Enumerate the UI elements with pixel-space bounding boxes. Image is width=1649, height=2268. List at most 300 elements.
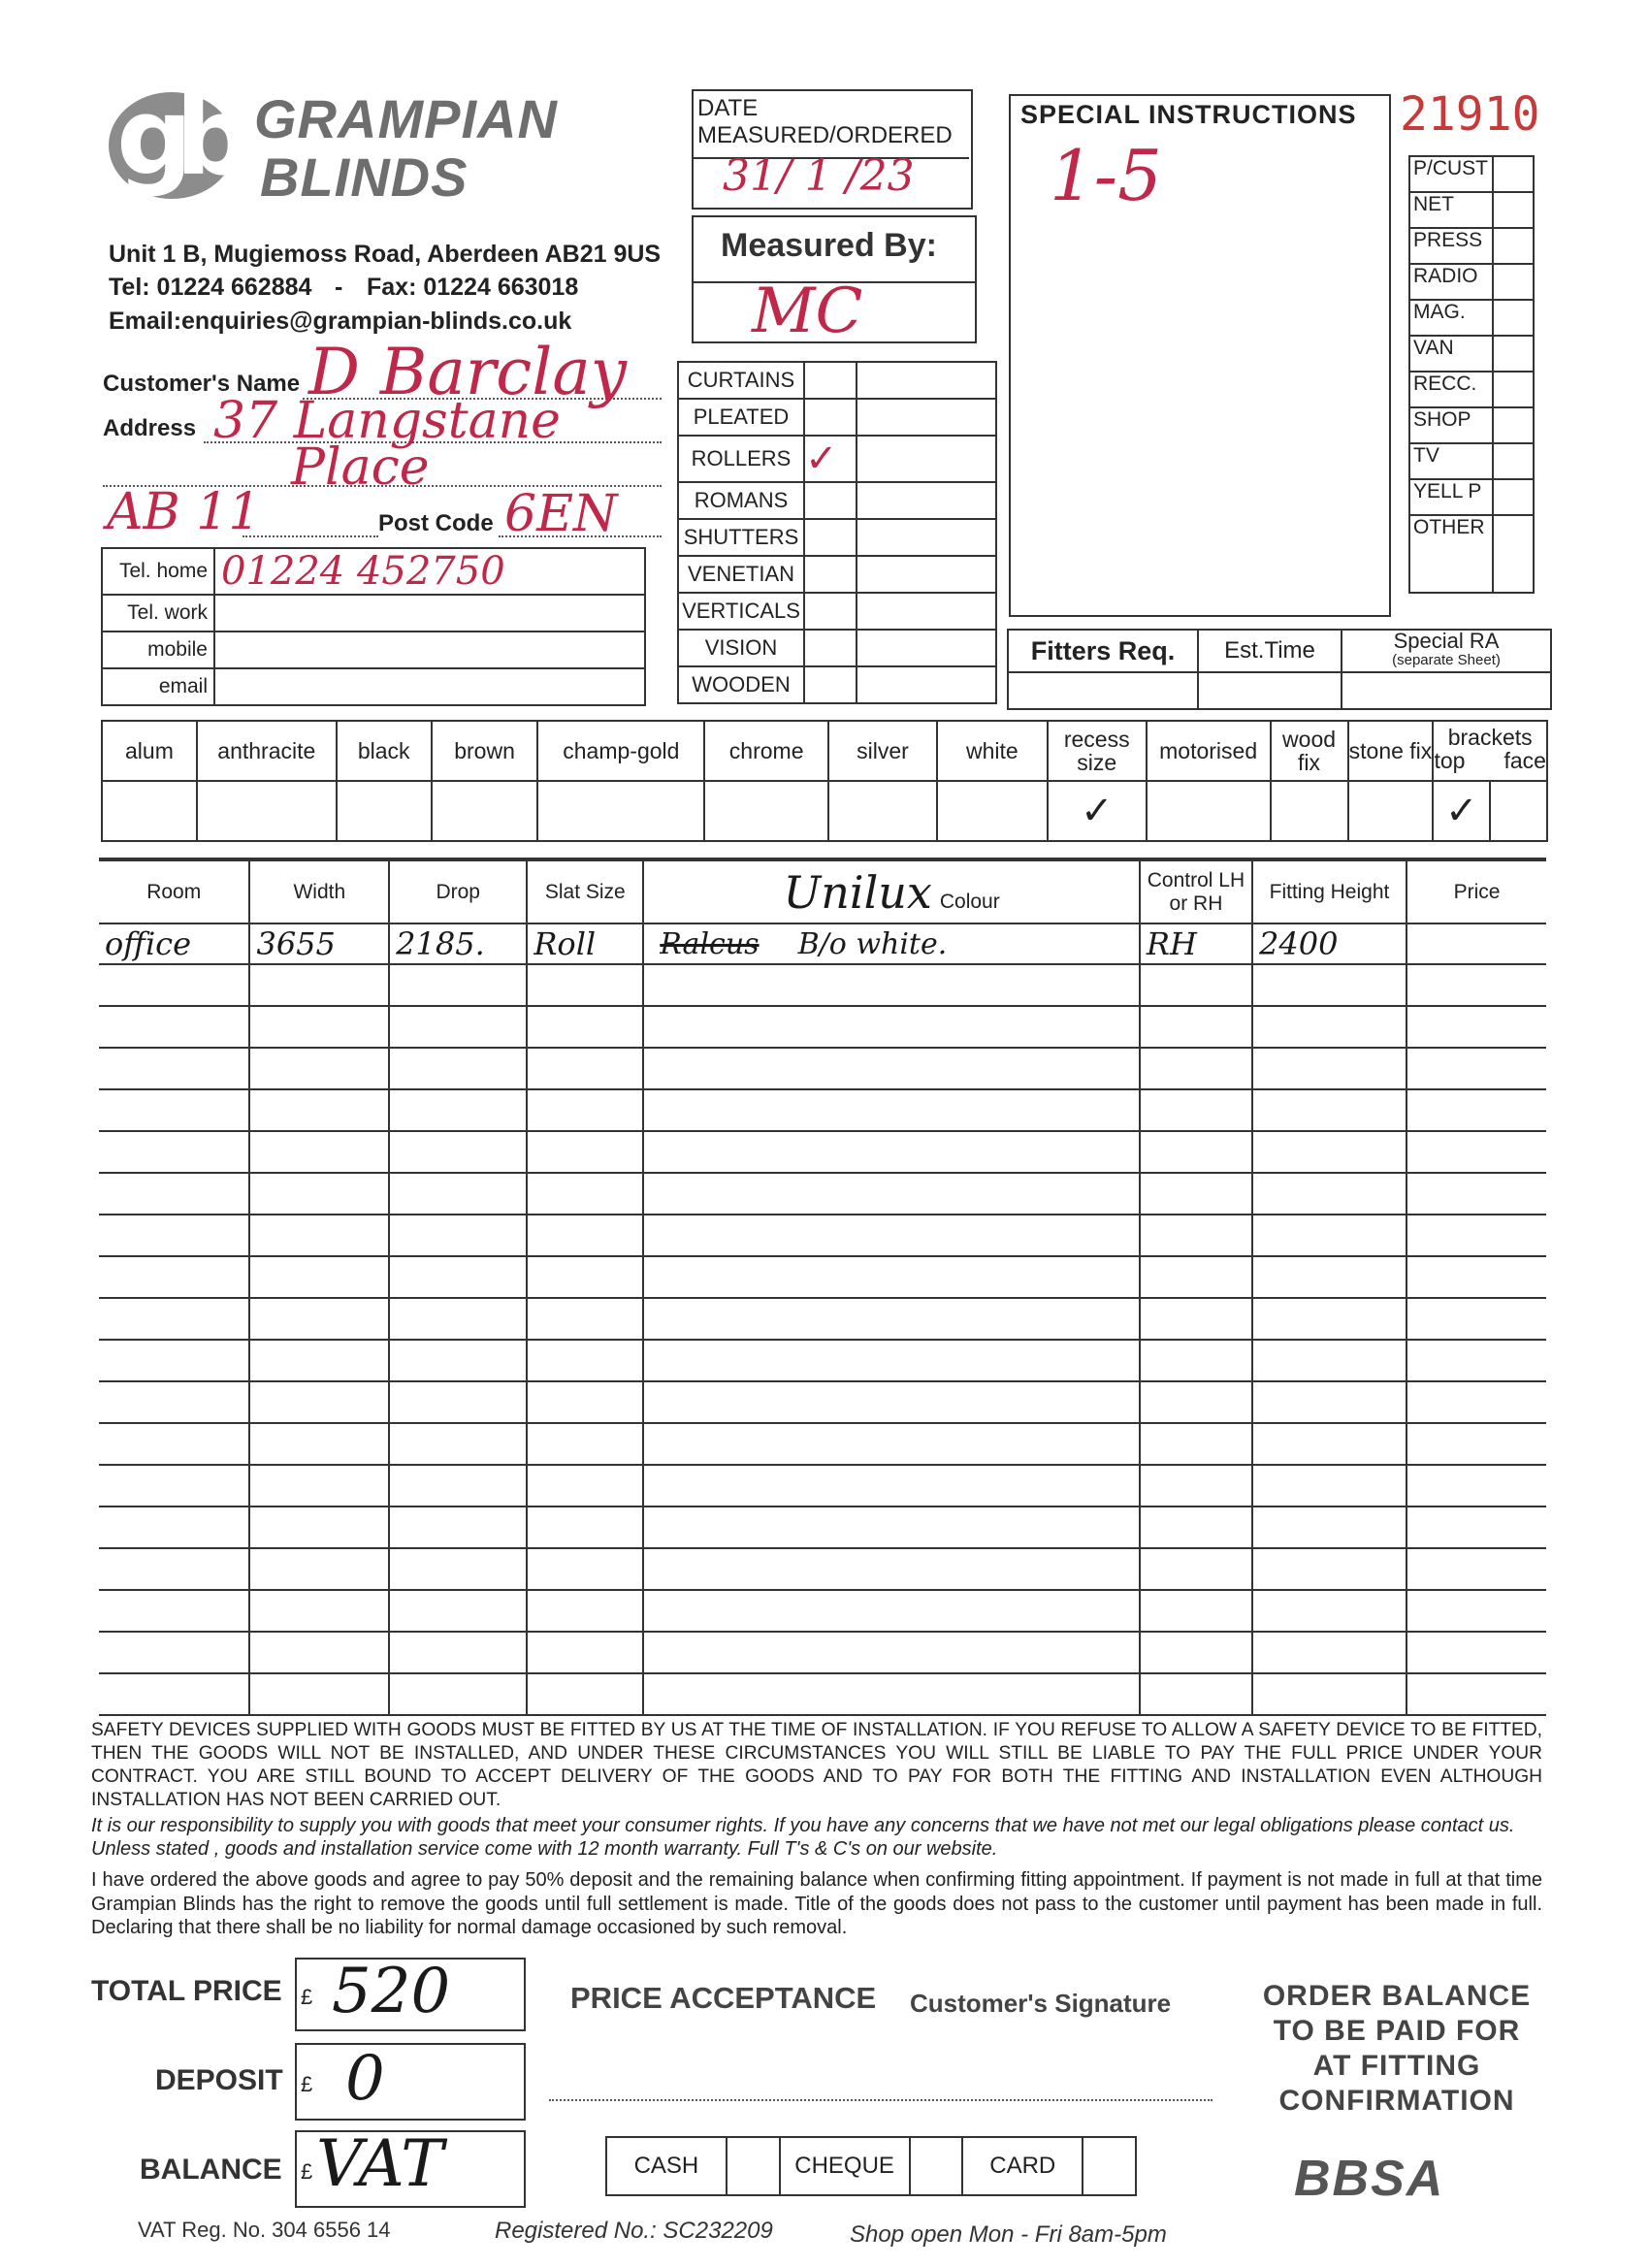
order-cell-drop[interactable] (389, 1507, 527, 1548)
order-cell-colour[interactable] (643, 923, 1140, 964)
order-cell-colour[interactable] (643, 1131, 1140, 1173)
option-label: stone fix (1348, 737, 1433, 763)
order-cell-slat[interactable] (527, 1590, 643, 1632)
terms-safety: SAFETY DEVICES SUPPLIED WITH GOODS MUST BE FITTED BY US AT THE TIME OF INSTALLATION. IF YOU REFUSE TO ALLOW A SAFETY DEVICE TO BE FITTED, THEN THE GOODS WILL NOT BE INSTALLED, AND UNDER THESE CIRCUMSTANCES YOU WILL STILL BE LIABLE TO PAY THE FULL PRICE UNDER YOUR CONTRACT. YOU ARE STILL BOUND TO ACCEPT DELIVERY OF THE GOODS AND TO PAY FOR BOTH THE FITTING AND INSTALLATION EVEN ALTHOUGH INSTALLATION HAS NOT BEEN CARRIED OUT. (91, 1720, 1542, 1810)
order-cell-colour[interactable] (643, 964, 1140, 1006)
order-cell-width[interactable] (249, 1006, 389, 1048)
product-label: VERTICALS (682, 599, 800, 623)
order-cell-control[interactable] (1140, 1673, 1252, 1715)
option-checkbox[interactable] (1271, 781, 1348, 841)
special-instructions-label: SPECIAL INSTRUCTIONS (1020, 100, 1357, 129)
order-cell-width[interactable] (249, 1340, 389, 1381)
order-cell-room[interactable] (99, 923, 249, 964)
source-checkbox[interactable] (1493, 156, 1534, 192)
option-checkbox[interactable] (828, 781, 937, 841)
option-label: black (357, 737, 410, 763)
customer-address-3[interactable]: AB 11 (107, 483, 261, 541)
order-cell-drop[interactable] (389, 1215, 527, 1256)
product-notes[interactable] (857, 630, 996, 666)
product-label-cell (678, 666, 804, 703)
order-cell-width[interactable] (249, 1215, 389, 1256)
product-checkbox[interactable] (804, 630, 857, 666)
customer-address-2[interactable]: Place (291, 438, 430, 497)
order-cell-price[interactable] (1406, 1465, 1546, 1507)
product-notes[interactable] (857, 362, 996, 399)
order-cell-room[interactable] (99, 1298, 249, 1340)
date-label-1: DATE (697, 95, 759, 121)
options-table (101, 720, 1548, 842)
customer-address-1[interactable]: 37 Langstane (213, 392, 561, 450)
balance-box (295, 2126, 526, 2208)
order-cell-room[interactable] (99, 1131, 249, 1173)
product-checkbox[interactable] (804, 519, 857, 556)
product-label: VISION (704, 635, 778, 660)
order-cell-drop[interactable] (389, 1048, 527, 1089)
option-cell (197, 721, 337, 781)
order-cell-slat[interactable] (527, 1131, 643, 1173)
order-cell-drop[interactable] (389, 1173, 527, 1215)
order-cell-slat[interactable] (527, 1548, 643, 1590)
order-cell-room[interactable] (99, 1256, 249, 1298)
cell-slat[interactable]: Roll (534, 925, 597, 962)
order-header-cell (643, 859, 1140, 923)
product-label-cell (678, 556, 804, 593)
order-cell-slat[interactable] (527, 1632, 643, 1673)
balance-currency: £ (301, 2159, 313, 2184)
order-header-cell (1140, 859, 1252, 923)
order-cell-height[interactable] (1252, 1006, 1406, 1048)
source-checkbox[interactable] (1493, 228, 1534, 264)
option-cell (704, 721, 828, 781)
est-time-label: Est.Time (1224, 637, 1315, 664)
order-cell-colour[interactable] (643, 1215, 1140, 1256)
order-cell-height[interactable] (1252, 1340, 1406, 1381)
order-cell-height[interactable] (1252, 923, 1406, 964)
order-cell-slat[interactable] (527, 1006, 643, 1048)
special-ra-value[interactable] (1342, 672, 1551, 709)
order-cell-drop[interactable] (389, 1632, 527, 1673)
order-cell-colour[interactable] (643, 1298, 1140, 1340)
order-cell-colour[interactable] (643, 1507, 1140, 1548)
order-cell-colour[interactable] (643, 1423, 1140, 1465)
postcode-value[interactable]: 6EN (504, 485, 618, 543)
order-cell-drop[interactable] (389, 1465, 527, 1507)
product-label: VENETIAN (687, 562, 795, 586)
order-cell-control[interactable] (1140, 1215, 1252, 1256)
order-cell-drop[interactable] (389, 1423, 527, 1465)
source-label: RECC. (1413, 373, 1477, 395)
product-checkbox[interactable] (804, 556, 857, 593)
table-row (99, 1131, 1546, 1173)
order-cell-control[interactable] (1140, 1173, 1252, 1215)
order-cell-width[interactable] (249, 1048, 389, 1089)
source-checkbox[interactable] (1493, 407, 1534, 443)
order-cell-drop[interactable] (389, 1340, 527, 1381)
product-notes[interactable] (857, 482, 996, 519)
order-cell-height[interactable] (1252, 1131, 1406, 1173)
order-cell-slat[interactable] (527, 1340, 643, 1381)
order-cell-price[interactable] (1406, 1673, 1546, 1715)
order-cell-price[interactable] (1406, 964, 1546, 1006)
order-cell-slat[interactable] (527, 1298, 643, 1340)
order-cell-drop[interactable] (389, 1089, 527, 1131)
phone-value-cell[interactable] (214, 548, 645, 595)
order-cell-colour[interactable] (643, 1673, 1140, 1715)
order-header-label: Width (293, 880, 346, 903)
source-cell (1409, 192, 1493, 228)
product-notes[interactable] (857, 556, 996, 593)
order-cell-room[interactable] (99, 1548, 249, 1590)
order-cell-price[interactable] (1406, 1256, 1546, 1298)
checkmark-icon: ✓ (805, 437, 838, 480)
order-cell-price[interactable] (1406, 1048, 1546, 1089)
total-price-value[interactable]: 520 (332, 1956, 451, 2027)
phone-value-cell[interactable] (214, 632, 645, 668)
source-label: PRESS (1413, 229, 1483, 251)
order-cell-drop[interactable] (389, 1006, 527, 1048)
order-cell-drop[interactable] (389, 964, 527, 1006)
order-cell-slat[interactable] (527, 1673, 643, 1715)
phone-value-cell[interactable] (214, 668, 645, 705)
est-time-cell (1198, 630, 1342, 672)
order-cell-height[interactable] (1252, 1507, 1406, 1548)
order-cell-height[interactable] (1252, 1089, 1406, 1131)
order-cell-room[interactable] (99, 1215, 249, 1256)
order-cell-room[interactable] (99, 1381, 249, 1423)
option-checkbox[interactable] (1048, 781, 1147, 841)
order-cell-width[interactable] (249, 1673, 389, 1715)
order-cell-width[interactable] (249, 964, 389, 1006)
order-cell-colour[interactable] (643, 1465, 1140, 1507)
product-notes[interactable] (857, 519, 996, 556)
order-cell-control[interactable] (1140, 1590, 1252, 1632)
option-checkbox[interactable] (537, 781, 704, 841)
order-cell-colour[interactable] (643, 1048, 1140, 1089)
table-row (99, 1465, 1546, 1507)
product-checkbox[interactable] (804, 436, 857, 482)
bracket-face-checkbox[interactable] (1490, 781, 1547, 841)
order-cell-drop[interactable] (389, 1673, 527, 1715)
order-cell-room[interactable] (99, 1632, 249, 1673)
order-cell-price[interactable] (1406, 1340, 1546, 1381)
brand-handwritten[interactable]: Unilux (783, 865, 932, 919)
source-checkbox[interactable] (1493, 372, 1534, 407)
product-label: CURTAINS (687, 368, 795, 392)
order-cell-height[interactable] (1252, 1215, 1406, 1256)
phone-value[interactable]: 01224 452750 (221, 549, 505, 594)
order-balance-line-2: TO BE PAID FOR (1273, 2015, 1521, 2047)
order-cell-slat[interactable] (527, 1507, 643, 1548)
option-cell (937, 721, 1048, 781)
order-cell-width[interactable] (249, 1590, 389, 1632)
bbsa-logo: BBSA (1294, 2151, 1445, 2207)
order-cell-drop[interactable] (389, 923, 527, 964)
cell-room[interactable]: office (105, 925, 192, 962)
product-notes[interactable] (857, 436, 996, 482)
order-cell-control[interactable] (1140, 1048, 1252, 1089)
order-cell-control[interactable] (1140, 1507, 1252, 1548)
product-label: SHUTTERS (683, 525, 799, 549)
order-cell-colour[interactable] (643, 1381, 1140, 1423)
date-value[interactable]: 31/ 1 /23 (723, 151, 915, 201)
order-cell-control[interactable] (1140, 1298, 1252, 1340)
order-cell-height[interactable] (1252, 1381, 1406, 1423)
order-cell-room[interactable] (99, 1089, 249, 1131)
est-time-value[interactable] (1198, 672, 1342, 709)
source-checkbox[interactable] (1493, 300, 1534, 336)
order-cell-price[interactable] (1406, 1215, 1546, 1256)
order-cell-price[interactable] (1406, 1548, 1546, 1590)
product-row (678, 519, 996, 556)
order-cell-price[interactable] (1406, 1298, 1546, 1340)
phone-label-cell (102, 668, 214, 705)
order-cell-price[interactable] (1406, 1131, 1546, 1173)
order-cell-control[interactable] (1140, 1381, 1252, 1423)
cell-drop[interactable]: 2185. (396, 925, 485, 962)
total-price-label: TOTAL PRICE (91, 1975, 282, 2007)
balance-value[interactable]: VAT (316, 2126, 444, 2201)
option-label: white (965, 737, 1018, 763)
option-label: champ-gold (563, 737, 680, 763)
order-cell-room[interactable] (99, 1423, 249, 1465)
product-checkbox[interactable] (804, 666, 857, 703)
order-cell-control[interactable] (1140, 964, 1252, 1006)
source-row (1409, 515, 1534, 593)
option-cell (828, 721, 937, 781)
phone-table (101, 547, 646, 706)
product-label: WOODEN (692, 672, 791, 697)
option-checkbox[interactable] (432, 781, 538, 841)
order-cell-width[interactable] (249, 1632, 389, 1673)
order-cell-room[interactable] (99, 1465, 249, 1507)
order-cell-height[interactable] (1252, 964, 1406, 1006)
order-cell-width[interactable] (249, 1465, 389, 1507)
phone-row (102, 668, 645, 705)
order-cell-price[interactable] (1406, 1006, 1546, 1048)
cell-control[interactable]: RH (1146, 925, 1197, 962)
product-label-cell (678, 482, 804, 519)
order-cell-price[interactable] (1406, 1423, 1546, 1465)
order-cell-slat[interactable] (527, 1173, 643, 1215)
order-cell-slat[interactable] (527, 1381, 643, 1423)
special-ra-label: Special RA (1393, 629, 1500, 653)
source-cell (1409, 407, 1493, 443)
option-checkbox[interactable] (102, 781, 197, 841)
order-cell-height[interactable] (1252, 1590, 1406, 1632)
product-checkbox[interactable] (804, 593, 857, 630)
table-row (99, 1298, 1546, 1340)
order-cell-room[interactable] (99, 1006, 249, 1048)
product-checkbox[interactable] (804, 399, 857, 436)
payment-cheque-label: CHEQUE (794, 2153, 894, 2179)
cell-width[interactable]: 3655 (256, 925, 336, 962)
order-cell-height[interactable] (1252, 1465, 1406, 1507)
order-cell-room[interactable] (99, 1673, 249, 1715)
order-table (99, 858, 1546, 1716)
order-cell-drop[interactable] (389, 1381, 527, 1423)
product-row (678, 399, 996, 436)
order-cell-price[interactable] (1406, 923, 1546, 964)
order-header-cell (1252, 859, 1406, 923)
order-cell-height[interactable] (1252, 1632, 1406, 1673)
order-cell-width[interactable] (249, 1548, 389, 1590)
table-row (99, 1089, 1546, 1131)
special-instructions-value[interactable]: 1-5 (1050, 135, 1162, 216)
order-cell-slat[interactable] (527, 1215, 643, 1256)
order-cell-room[interactable] (99, 1173, 249, 1215)
order-cell-slat[interactable] (527, 964, 643, 1006)
product-label-cell (678, 362, 804, 399)
customer-name-value[interactable]: D Barclay (308, 335, 628, 409)
source-checkbox[interactable] (1493, 264, 1534, 300)
order-cell-height[interactable] (1252, 1298, 1406, 1340)
order-cell-price[interactable] (1406, 1632, 1546, 1673)
source-cell (1409, 264, 1493, 300)
order-cell-drop[interactable] (389, 1256, 527, 1298)
order-cell-width[interactable] (249, 1089, 389, 1131)
customer-address-label: Address (103, 415, 197, 441)
option-checkbox[interactable] (337, 781, 432, 841)
order-cell-height[interactable] (1252, 1256, 1406, 1298)
order-cell-colour[interactable] (643, 1006, 1140, 1048)
payment-cheque-check[interactable] (910, 2137, 963, 2195)
order-cell-slat[interactable] (527, 1423, 643, 1465)
fitters-value[interactable] (1008, 672, 1198, 709)
phone-value-cell[interactable] (214, 595, 645, 632)
order-cell-control[interactable] (1140, 1423, 1252, 1465)
order-cell-control[interactable] (1140, 1006, 1252, 1048)
colour-value[interactable]: B/o white. (797, 926, 948, 961)
order-cell-width[interactable] (249, 1423, 389, 1465)
order-cell-width[interactable] (249, 1256, 389, 1298)
order-cell-price[interactable] (1406, 1173, 1546, 1215)
order-cell-colour[interactable] (643, 1173, 1140, 1215)
payment-cash-check[interactable] (727, 2137, 780, 2195)
source-row (1409, 336, 1534, 372)
option-checkbox[interactable] (197, 781, 337, 841)
order-balance-line-3: AT FITTING (1312, 2050, 1481, 2082)
order-cell-drop[interactable] (389, 1548, 527, 1590)
source-row (1409, 264, 1534, 300)
order-cell-drop[interactable] (389, 1131, 527, 1173)
option-checkbox[interactable] (1348, 781, 1434, 841)
order-cell-control[interactable] (1140, 1548, 1252, 1590)
deposit-value[interactable]: 0 (345, 2043, 385, 2115)
option-checkbox[interactable] (1147, 781, 1271, 841)
order-cell-control[interactable] (1140, 1632, 1252, 1673)
order-cell-width[interactable] (249, 1298, 389, 1340)
option-checkbox[interactable] (704, 781, 828, 841)
order-cell-room[interactable] (99, 1590, 249, 1632)
product-row (678, 593, 996, 630)
order-cell-width[interactable] (249, 1131, 389, 1173)
order-cell-control[interactable] (1140, 923, 1252, 964)
table-row (99, 1381, 1546, 1423)
checkmark-icon: ✓ (1445, 790, 1478, 832)
order-cell-slat[interactable] (527, 923, 643, 964)
product-checkbox[interactable] (804, 362, 857, 399)
order-cell-height[interactable] (1252, 1548, 1406, 1590)
option-checkbox[interactable] (937, 781, 1048, 841)
product-label: ROLLERS (691, 446, 792, 470)
order-cell-width[interactable] (249, 1381, 389, 1423)
order-header-label: Room (146, 880, 202, 903)
order-cell-control[interactable] (1140, 1340, 1252, 1381)
order-cell-control[interactable] (1140, 1465, 1252, 1507)
order-cell-slat[interactable] (527, 1048, 643, 1089)
source-checkbox[interactable] (1493, 443, 1534, 479)
source-checkbox[interactable] (1493, 336, 1534, 372)
order-cell-drop[interactable] (389, 1590, 527, 1632)
measured-by-box (692, 215, 977, 347)
order-cell-control[interactable] (1140, 1131, 1252, 1173)
order-cell-room[interactable] (99, 964, 249, 1006)
product-checkbox[interactable] (804, 482, 857, 519)
order-cell-height[interactable] (1252, 1673, 1406, 1715)
order-cell-colour[interactable] (643, 1089, 1140, 1131)
source-checkbox[interactable] (1493, 515, 1534, 593)
order-cell-width[interactable] (249, 1507, 389, 1548)
order-cell-slat[interactable] (527, 1089, 643, 1131)
order-header-cell (389, 859, 527, 923)
order-cell-price[interactable] (1406, 1089, 1546, 1131)
order-cell-price[interactable] (1406, 1381, 1546, 1423)
order-cell-room[interactable] (99, 1507, 249, 1548)
order-header-cell (249, 859, 389, 923)
order-cell-width[interactable] (249, 923, 389, 964)
signature-line[interactable] (549, 2099, 1212, 2101)
order-cell-colour[interactable] (643, 1256, 1140, 1298)
order-cell-room[interactable] (99, 1048, 249, 1089)
order-cell-drop[interactable] (389, 1298, 527, 1340)
order-cell-colour[interactable] (643, 1590, 1140, 1632)
bracket-top-checkbox[interactable] (1433, 781, 1490, 841)
order-cell-height[interactable] (1252, 1423, 1406, 1465)
order-cell-width[interactable] (249, 1173, 389, 1215)
option-cell (1147, 721, 1271, 781)
product-notes[interactable] (857, 399, 996, 436)
order-cell-control[interactable] (1140, 1089, 1252, 1131)
order-cell-price[interactable] (1406, 1507, 1546, 1548)
order-cell-price[interactable] (1406, 1590, 1546, 1632)
cell-height[interactable]: 2400 (1258, 925, 1339, 962)
source-row (1409, 372, 1534, 407)
product-row (678, 482, 996, 519)
option-cell (1048, 721, 1147, 781)
order-cell-colour[interactable] (643, 1632, 1140, 1673)
order-header-label: Drop (436, 880, 480, 903)
order-cell-colour[interactable] (643, 1340, 1140, 1381)
measured-by-value[interactable]: MC (752, 275, 863, 347)
order-cell-slat[interactable] (527, 1256, 643, 1298)
product-notes[interactable] (857, 666, 996, 703)
order-cell-room[interactable] (99, 1340, 249, 1381)
phone-row (102, 595, 645, 632)
logo-letters: gb (116, 75, 235, 199)
order-cell-slat[interactable] (527, 1465, 643, 1507)
order-cell-control[interactable] (1140, 1256, 1252, 1298)
source-checkbox[interactable] (1493, 192, 1534, 228)
product-notes[interactable] (857, 593, 996, 630)
brackets-face: face (1504, 748, 1546, 773)
source-row (1409, 443, 1534, 479)
order-cell-height[interactable] (1252, 1173, 1406, 1215)
source-checkbox[interactable] (1493, 479, 1534, 515)
order-cell-colour[interactable] (643, 1548, 1140, 1590)
company-logo (109, 75, 264, 209)
payment-card-check[interactable] (1083, 2137, 1136, 2195)
order-cell-height[interactable] (1252, 1048, 1406, 1089)
